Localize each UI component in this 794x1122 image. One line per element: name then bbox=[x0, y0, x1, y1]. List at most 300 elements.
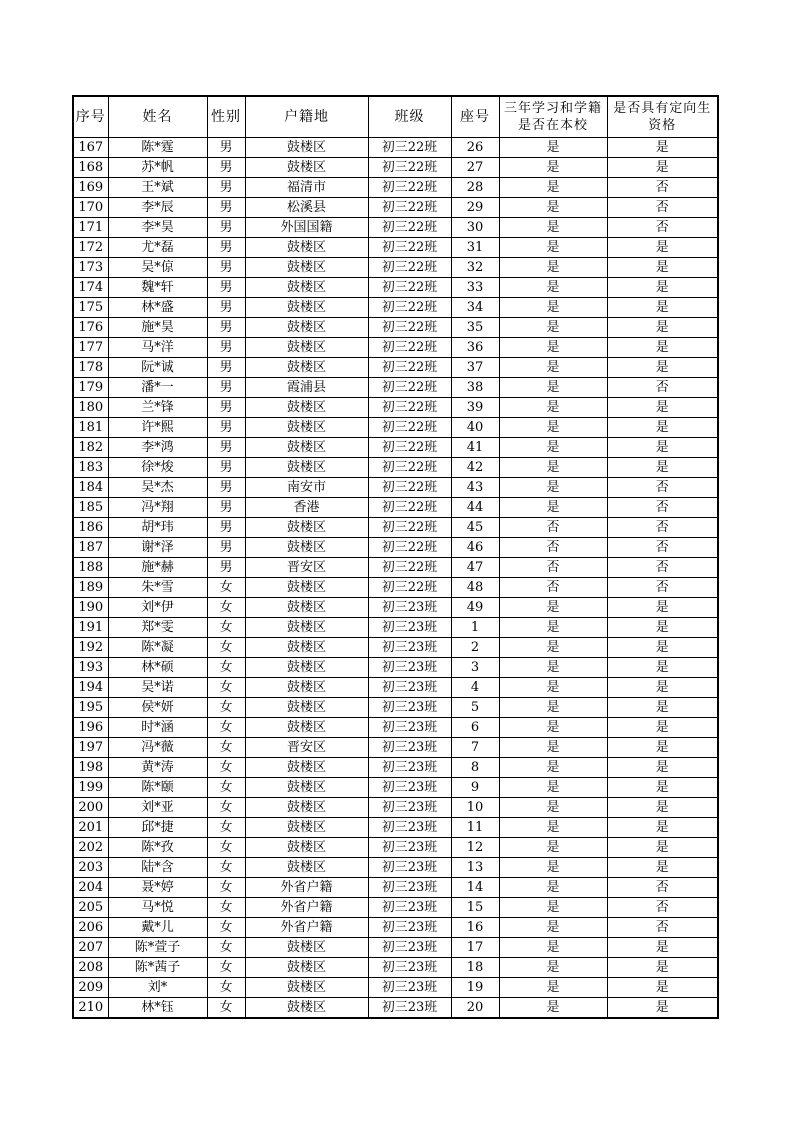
cell-enrolled: 是 bbox=[499, 218, 607, 238]
cell-enrolled: 是 bbox=[499, 138, 607, 158]
cell-household: 香港 bbox=[245, 498, 368, 518]
cell-enrolled: 是 bbox=[499, 438, 607, 458]
cell-index: 207 bbox=[73, 938, 108, 958]
cell-household: 福清市 bbox=[245, 178, 368, 198]
cell-enrolled: 是 bbox=[499, 378, 607, 398]
cell-gender: 女 bbox=[207, 578, 245, 598]
table-row bbox=[73, 598, 718, 618]
cell-gender: 男 bbox=[207, 498, 245, 518]
cell-household: 鼓楼区 bbox=[245, 258, 368, 278]
cell-seat: 47 bbox=[451, 558, 499, 578]
cell-enrolled: 否 bbox=[499, 558, 607, 578]
cell-gender: 女 bbox=[207, 618, 245, 638]
cell-household: 鼓楼区 bbox=[245, 718, 368, 738]
cell-index: 204 bbox=[73, 878, 108, 898]
table-row bbox=[73, 298, 718, 318]
cell-class: 初三23班 bbox=[368, 978, 451, 998]
cell-index: 187 bbox=[73, 538, 108, 558]
cell-household: 鼓楼区 bbox=[245, 138, 368, 158]
cell-class: 初三22班 bbox=[368, 498, 451, 518]
cell-quota: 是 bbox=[607, 978, 718, 998]
cell-household: 鼓楼区 bbox=[245, 398, 368, 418]
cell-seat: 36 bbox=[451, 338, 499, 358]
cell-index: 196 bbox=[73, 718, 108, 738]
cell-enrolled: 是 bbox=[499, 238, 607, 258]
cell-household: 鼓楼区 bbox=[245, 518, 368, 538]
cell-enrolled: 是 bbox=[499, 318, 607, 338]
cell-enrolled: 是 bbox=[499, 658, 607, 678]
cell-name: 尤*磊 bbox=[108, 238, 207, 258]
table-row bbox=[73, 658, 718, 678]
cell-enrolled: 是 bbox=[499, 678, 607, 698]
header-row bbox=[73, 96, 718, 138]
table-row bbox=[73, 558, 718, 578]
table-row bbox=[73, 758, 718, 778]
table-row bbox=[73, 218, 718, 238]
header-directional-quota: 是否具有定向生资格 bbox=[607, 96, 718, 138]
cell-name: 陈*茜子 bbox=[108, 958, 207, 978]
cell-seat: 1 bbox=[451, 618, 499, 638]
cell-enrolled: 是 bbox=[499, 938, 607, 958]
cell-enrolled: 是 bbox=[499, 798, 607, 818]
cell-gender: 女 bbox=[207, 978, 245, 998]
cell-index: 183 bbox=[73, 458, 108, 478]
table-row bbox=[73, 998, 718, 1019]
cell-name: 冯*翔 bbox=[108, 498, 207, 518]
cell-class: 初三23班 bbox=[368, 958, 451, 978]
cell-gender: 女 bbox=[207, 958, 245, 978]
cell-quota: 是 bbox=[607, 258, 718, 278]
cell-index: 176 bbox=[73, 318, 108, 338]
table-row bbox=[73, 338, 718, 358]
table-row bbox=[73, 398, 718, 418]
table-row bbox=[73, 378, 718, 398]
cell-quota: 是 bbox=[607, 998, 718, 1019]
cell-index: 169 bbox=[73, 178, 108, 198]
cell-name: 施*赫 bbox=[108, 558, 207, 578]
table-row bbox=[73, 138, 718, 158]
cell-household: 鼓楼区 bbox=[245, 938, 368, 958]
cell-enrolled: 否 bbox=[499, 538, 607, 558]
cell-household: 鼓楼区 bbox=[245, 598, 368, 618]
cell-household: 鼓楼区 bbox=[245, 238, 368, 258]
cell-seat: 8 bbox=[451, 758, 499, 778]
cell-quota: 否 bbox=[607, 578, 718, 598]
cell-name: 潘*一 bbox=[108, 378, 207, 398]
table-row bbox=[73, 698, 718, 718]
cell-household: 松溪县 bbox=[245, 198, 368, 218]
cell-seat: 41 bbox=[451, 438, 499, 458]
cell-household: 鼓楼区 bbox=[245, 978, 368, 998]
cell-seat: 26 bbox=[451, 138, 499, 158]
cell-enrolled: 是 bbox=[499, 598, 607, 618]
cell-name: 施*昊 bbox=[108, 318, 207, 338]
cell-index: 205 bbox=[73, 898, 108, 918]
table-row bbox=[73, 538, 718, 558]
cell-quota: 否 bbox=[607, 478, 718, 498]
cell-quota: 是 bbox=[607, 318, 718, 338]
cell-quota: 是 bbox=[607, 678, 718, 698]
cell-index: 191 bbox=[73, 618, 108, 638]
cell-quota: 是 bbox=[607, 798, 718, 818]
cell-gender: 女 bbox=[207, 678, 245, 698]
cell-seat: 48 bbox=[451, 578, 499, 598]
header-gender: 性别 bbox=[207, 96, 245, 138]
cell-seat: 6 bbox=[451, 718, 499, 738]
table-row bbox=[73, 918, 718, 938]
table-row bbox=[73, 198, 718, 218]
cell-class: 初三22班 bbox=[368, 238, 451, 258]
cell-quota: 是 bbox=[607, 938, 718, 958]
cell-name: 林*盛 bbox=[108, 298, 207, 318]
cell-name: 王*斌 bbox=[108, 178, 207, 198]
cell-class: 初三22班 bbox=[368, 298, 451, 318]
cell-name: 冯*薇 bbox=[108, 738, 207, 758]
cell-enrolled: 是 bbox=[499, 818, 607, 838]
cell-quota: 否 bbox=[607, 878, 718, 898]
cell-gender: 男 bbox=[207, 358, 245, 378]
cell-class: 初三23班 bbox=[368, 678, 451, 698]
table-row bbox=[73, 498, 718, 518]
cell-index: 177 bbox=[73, 338, 108, 358]
cell-quota: 否 bbox=[607, 898, 718, 918]
cell-seat: 15 bbox=[451, 898, 499, 918]
cell-quota: 是 bbox=[607, 958, 718, 978]
cell-gender: 女 bbox=[207, 898, 245, 918]
cell-quota: 否 bbox=[607, 218, 718, 238]
cell-household: 鼓楼区 bbox=[245, 158, 368, 178]
cell-class: 初三22班 bbox=[368, 558, 451, 578]
cell-gender: 男 bbox=[207, 338, 245, 358]
cell-name: 苏*帆 bbox=[108, 158, 207, 178]
table-row bbox=[73, 318, 718, 338]
cell-enrolled: 是 bbox=[499, 638, 607, 658]
cell-index: 173 bbox=[73, 258, 108, 278]
cell-household: 鼓楼区 bbox=[245, 778, 368, 798]
cell-index: 174 bbox=[73, 278, 108, 298]
cell-name: 陈*霆 bbox=[108, 138, 207, 158]
cell-quota: 是 bbox=[607, 638, 718, 658]
cell-name: 陆*含 bbox=[108, 858, 207, 878]
cell-name: 吴*诺 bbox=[108, 678, 207, 698]
cell-class: 初三23班 bbox=[368, 778, 451, 798]
cell-class: 初三23班 bbox=[368, 858, 451, 878]
cell-gender: 女 bbox=[207, 818, 245, 838]
cell-enrolled: 是 bbox=[499, 918, 607, 938]
header-name: 姓名 bbox=[108, 96, 207, 138]
cell-name: 吴*倞 bbox=[108, 258, 207, 278]
table-header bbox=[73, 96, 718, 138]
cell-household: 鼓楼区 bbox=[245, 358, 368, 378]
cell-class: 初三22班 bbox=[368, 318, 451, 338]
cell-seat: 28 bbox=[451, 178, 499, 198]
cell-enrolled: 是 bbox=[499, 978, 607, 998]
cell-index: 168 bbox=[73, 158, 108, 178]
table-row bbox=[73, 638, 718, 658]
cell-name: 许*熙 bbox=[108, 418, 207, 438]
cell-class: 初三22班 bbox=[368, 398, 451, 418]
cell-class: 初三23班 bbox=[368, 998, 451, 1019]
cell-class: 初三22班 bbox=[368, 258, 451, 278]
table-row bbox=[73, 618, 718, 638]
cell-quota: 是 bbox=[607, 598, 718, 618]
cell-class: 初三22班 bbox=[368, 338, 451, 358]
cell-seat: 10 bbox=[451, 798, 499, 818]
table-row bbox=[73, 978, 718, 998]
cell-enrolled: 是 bbox=[499, 198, 607, 218]
cell-gender: 男 bbox=[207, 458, 245, 478]
cell-index: 190 bbox=[73, 598, 108, 618]
cell-gender: 女 bbox=[207, 718, 245, 738]
cell-index: 179 bbox=[73, 378, 108, 398]
cell-index: 192 bbox=[73, 638, 108, 658]
cell-household: 鼓楼区 bbox=[245, 338, 368, 358]
cell-name: 李*昊 bbox=[108, 218, 207, 238]
cell-seat: 20 bbox=[451, 998, 499, 1019]
cell-quota: 是 bbox=[607, 838, 718, 858]
cell-quota: 是 bbox=[607, 738, 718, 758]
cell-household: 鼓楼区 bbox=[245, 958, 368, 978]
cell-quota: 是 bbox=[607, 398, 718, 418]
cell-class: 初三22班 bbox=[368, 438, 451, 458]
cell-seat: 33 bbox=[451, 278, 499, 298]
cell-seat: 11 bbox=[451, 818, 499, 838]
cell-gender: 男 bbox=[207, 378, 245, 398]
cell-quota: 是 bbox=[607, 138, 718, 158]
table-row bbox=[73, 278, 718, 298]
cell-enrolled: 是 bbox=[499, 398, 607, 418]
cell-enrolled: 是 bbox=[499, 298, 607, 318]
cell-gender: 男 bbox=[207, 258, 245, 278]
cell-household: 鼓楼区 bbox=[245, 858, 368, 878]
cell-class: 初三22班 bbox=[368, 218, 451, 238]
cell-household: 鼓楼区 bbox=[245, 298, 368, 318]
cell-name: 侯*妍 bbox=[108, 698, 207, 718]
cell-quota: 是 bbox=[607, 778, 718, 798]
cell-gender: 男 bbox=[207, 418, 245, 438]
cell-index: 186 bbox=[73, 518, 108, 538]
cell-gender: 女 bbox=[207, 798, 245, 818]
cell-enrolled: 否 bbox=[499, 578, 607, 598]
table-row bbox=[73, 458, 718, 478]
cell-class: 初三23班 bbox=[368, 898, 451, 918]
cell-index: 202 bbox=[73, 838, 108, 858]
cell-household: 外省户籍 bbox=[245, 898, 368, 918]
cell-gender: 女 bbox=[207, 598, 245, 618]
cell-household: 鼓楼区 bbox=[245, 538, 368, 558]
cell-index: 178 bbox=[73, 358, 108, 378]
cell-name: 刘*亚 bbox=[108, 798, 207, 818]
cell-seat: 45 bbox=[451, 518, 499, 538]
cell-household: 鼓楼区 bbox=[245, 438, 368, 458]
cell-enrolled: 是 bbox=[499, 338, 607, 358]
cell-quota: 是 bbox=[607, 658, 718, 678]
cell-class: 初三22班 bbox=[368, 358, 451, 378]
cell-seat: 27 bbox=[451, 158, 499, 178]
cell-seat: 12 bbox=[451, 838, 499, 858]
cell-gender: 男 bbox=[207, 538, 245, 558]
cell-enrolled: 是 bbox=[499, 178, 607, 198]
cell-index: 210 bbox=[73, 998, 108, 1019]
table-row bbox=[73, 238, 718, 258]
header-index: 序号 bbox=[73, 96, 108, 138]
cell-seat: 19 bbox=[451, 978, 499, 998]
cell-gender: 女 bbox=[207, 878, 245, 898]
cell-enrolled: 是 bbox=[499, 898, 607, 918]
cell-name: 林*钰 bbox=[108, 998, 207, 1019]
table-row bbox=[73, 718, 718, 738]
cell-name: 戴*儿 bbox=[108, 918, 207, 938]
table-row bbox=[73, 178, 718, 198]
cell-gender: 女 bbox=[207, 838, 245, 858]
cell-class: 初三23班 bbox=[368, 818, 451, 838]
cell-quota: 否 bbox=[607, 918, 718, 938]
cell-household: 外省户籍 bbox=[245, 918, 368, 938]
cell-enrolled: 是 bbox=[499, 358, 607, 378]
cell-enrolled: 否 bbox=[499, 518, 607, 538]
cell-household: 晋安区 bbox=[245, 738, 368, 758]
cell-index: 195 bbox=[73, 698, 108, 718]
cell-enrolled: 是 bbox=[499, 458, 607, 478]
cell-class: 初三22班 bbox=[368, 418, 451, 438]
cell-class: 初三22班 bbox=[368, 378, 451, 398]
cell-seat: 9 bbox=[451, 778, 499, 798]
cell-household: 鼓楼区 bbox=[245, 838, 368, 858]
cell-class: 初三23班 bbox=[368, 758, 451, 778]
cell-name: 刘*伊 bbox=[108, 598, 207, 618]
cell-seat: 13 bbox=[451, 858, 499, 878]
cell-quota: 是 bbox=[607, 358, 718, 378]
cell-class: 初三23班 bbox=[368, 918, 451, 938]
cell-seat: 2 bbox=[451, 638, 499, 658]
cell-seat: 39 bbox=[451, 398, 499, 418]
cell-class: 初三23班 bbox=[368, 798, 451, 818]
cell-seat: 7 bbox=[451, 738, 499, 758]
cell-enrolled: 是 bbox=[499, 878, 607, 898]
cell-seat: 4 bbox=[451, 678, 499, 698]
table-row bbox=[73, 518, 718, 538]
cell-class: 初三23班 bbox=[368, 598, 451, 618]
cell-class: 初三23班 bbox=[368, 738, 451, 758]
cell-household: 外国国籍 bbox=[245, 218, 368, 238]
cell-household: 南安市 bbox=[245, 478, 368, 498]
cell-gender: 男 bbox=[207, 518, 245, 538]
cell-index: 172 bbox=[73, 238, 108, 258]
table-row bbox=[73, 878, 718, 898]
cell-index: 167 bbox=[73, 138, 108, 158]
cell-name: 阮*诚 bbox=[108, 358, 207, 378]
cell-enrolled: 是 bbox=[499, 718, 607, 738]
header-enrolled-three-years: 三年学习和学籍是否在本校 bbox=[499, 96, 607, 138]
cell-enrolled: 是 bbox=[499, 958, 607, 978]
cell-index: 209 bbox=[73, 978, 108, 998]
cell-quota: 否 bbox=[607, 198, 718, 218]
cell-gender: 女 bbox=[207, 738, 245, 758]
cell-name: 邱*捷 bbox=[108, 818, 207, 838]
cell-seat: 46 bbox=[451, 538, 499, 558]
cell-household: 鼓楼区 bbox=[245, 458, 368, 478]
cell-gender: 男 bbox=[207, 198, 245, 218]
cell-name: 刘* bbox=[108, 978, 207, 998]
cell-quota: 是 bbox=[607, 698, 718, 718]
cell-gender: 男 bbox=[207, 238, 245, 258]
table-row bbox=[73, 798, 718, 818]
cell-index: 175 bbox=[73, 298, 108, 318]
cell-index: 198 bbox=[73, 758, 108, 778]
cell-seat: 32 bbox=[451, 258, 499, 278]
cell-name: 徐*焌 bbox=[108, 458, 207, 478]
cell-household: 鼓楼区 bbox=[245, 278, 368, 298]
cell-quota: 是 bbox=[607, 858, 718, 878]
table-row bbox=[73, 438, 718, 458]
cell-quota: 是 bbox=[607, 718, 718, 738]
cell-seat: 44 bbox=[451, 498, 499, 518]
cell-index: 208 bbox=[73, 958, 108, 978]
cell-name: 陈*颐 bbox=[108, 778, 207, 798]
table-row bbox=[73, 898, 718, 918]
cell-enrolled: 是 bbox=[499, 478, 607, 498]
cell-name: 陈*萱子 bbox=[108, 938, 207, 958]
cell-index: 188 bbox=[73, 558, 108, 578]
cell-enrolled: 是 bbox=[499, 258, 607, 278]
cell-seat: 34 bbox=[451, 298, 499, 318]
cell-enrolled: 是 bbox=[499, 758, 607, 778]
cell-gender: 男 bbox=[207, 178, 245, 198]
cell-index: 182 bbox=[73, 438, 108, 458]
cell-seat: 35 bbox=[451, 318, 499, 338]
cell-seat: 3 bbox=[451, 658, 499, 678]
cell-gender: 男 bbox=[207, 398, 245, 418]
header-household: 户籍地 bbox=[245, 96, 368, 138]
cell-gender: 男 bbox=[207, 298, 245, 318]
cell-gender: 女 bbox=[207, 758, 245, 778]
cell-enrolled: 是 bbox=[499, 698, 607, 718]
cell-enrolled: 是 bbox=[499, 158, 607, 178]
cell-name: 时*涵 bbox=[108, 718, 207, 738]
cell-seat: 31 bbox=[451, 238, 499, 258]
header-class: 班级 bbox=[368, 96, 451, 138]
cell-name: 郑*雯 bbox=[108, 618, 207, 638]
cell-gender: 女 bbox=[207, 858, 245, 878]
table-row bbox=[73, 738, 718, 758]
cell-name: 谢*泽 bbox=[108, 538, 207, 558]
cell-name: 魏*轩 bbox=[108, 278, 207, 298]
cell-quota: 是 bbox=[607, 238, 718, 258]
header-seat: 座号 bbox=[451, 96, 499, 138]
cell-quota: 是 bbox=[607, 758, 718, 778]
table-row bbox=[73, 578, 718, 598]
cell-index: 200 bbox=[73, 798, 108, 818]
cell-seat: 16 bbox=[451, 918, 499, 938]
cell-seat: 40 bbox=[451, 418, 499, 438]
cell-class: 初三22班 bbox=[368, 458, 451, 478]
table-row bbox=[73, 778, 718, 798]
cell-quota: 是 bbox=[607, 618, 718, 638]
cell-class: 初三23班 bbox=[368, 618, 451, 638]
cell-index: 185 bbox=[73, 498, 108, 518]
cell-class: 初三22班 bbox=[368, 538, 451, 558]
cell-class: 初三22班 bbox=[368, 198, 451, 218]
cell-household: 晋安区 bbox=[245, 558, 368, 578]
table-row bbox=[73, 958, 718, 978]
cell-name: 胡*玮 bbox=[108, 518, 207, 538]
cell-gender: 女 bbox=[207, 918, 245, 938]
cell-household: 鼓楼区 bbox=[245, 758, 368, 778]
cell-quota: 是 bbox=[607, 278, 718, 298]
student-roster-table bbox=[72, 95, 719, 1019]
cell-quota: 是 bbox=[607, 818, 718, 838]
cell-enrolled: 是 bbox=[499, 498, 607, 518]
